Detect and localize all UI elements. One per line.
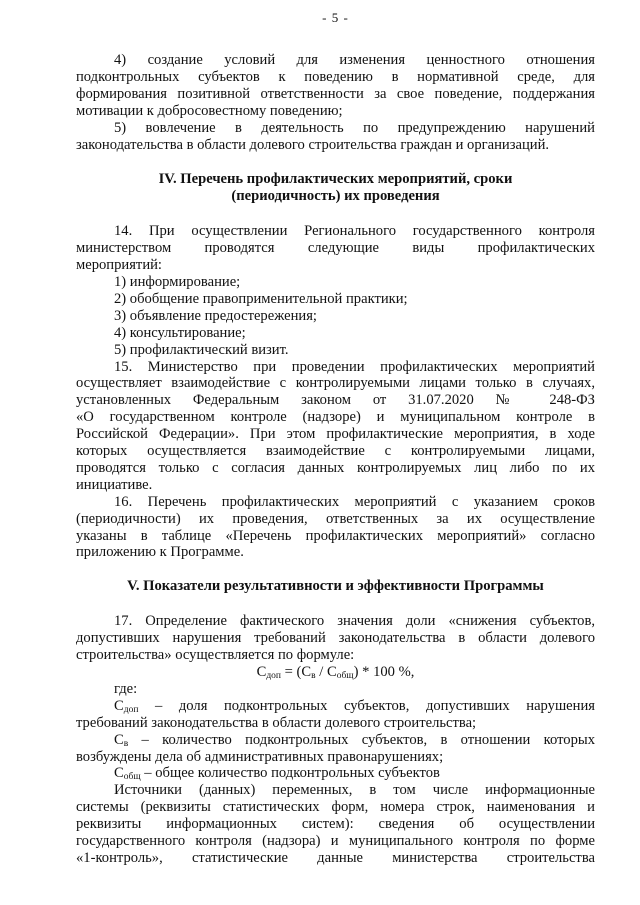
text-line: министерством проводятся следующие виды профилактических xyxy=(76,240,595,257)
text-line: указаны в таблице «Перечень профилактических мероприятий» согласно xyxy=(76,527,595,544)
section-4-heading xyxy=(76,171,595,205)
text-line: мероприятий: xyxy=(76,257,162,274)
text-line: инициативе. xyxy=(76,476,153,493)
text-line: законодательства в области долевого строительства граждан и организаций. xyxy=(76,136,550,153)
formula-text: / С xyxy=(315,664,337,680)
section-5-heading: V. Показатели результативности и эффективности Программы xyxy=(127,578,544,595)
text-line xyxy=(76,765,595,782)
text-line: проводятся только с согласия данных контролируемых лиц либо по их xyxy=(76,459,595,476)
list-item: 4) консультирование; xyxy=(114,324,246,341)
text-line: Источники (данных) переменных, в том числе информационные xyxy=(114,782,595,799)
text-line: 17. Определение фактического значения доли «снижения субъектов, xyxy=(114,613,595,630)
list-item: 5) профилактический визит. xyxy=(114,341,289,358)
heading-line: (периодичность) их проведения xyxy=(231,188,440,205)
text-line: 15. Министерство при проведении профилактических мероприятий xyxy=(114,358,595,375)
text-line xyxy=(76,732,595,749)
formula-text: = (С xyxy=(280,664,312,680)
definition-text: – доля подконтрольных субъектов, допустивших нарушения xyxy=(138,697,595,714)
paragraph-item-5 xyxy=(76,120,595,154)
text-line: установленных Федеральным законом от 31.07.2020 № 248-ФЗ xyxy=(76,392,595,409)
paragraph-sources xyxy=(76,782,595,867)
text-line xyxy=(76,698,595,715)
document-page xyxy=(76,10,595,867)
text-line: 16. Перечень профилактических мероприятий с указанием сроков xyxy=(114,493,595,510)
text-line: 14. При осуществлении Регионального государственного контроля xyxy=(114,223,595,240)
formula-subscript: в xyxy=(311,671,316,681)
text-line: государственного контроля (надзора) и муниципального контроля по форме xyxy=(76,833,595,850)
paragraph-15 xyxy=(76,359,595,494)
text-line: формирования позитивной ответственности за свое поведение, поддержания xyxy=(76,85,595,102)
definition-obsh xyxy=(76,765,595,782)
paragraph-16 xyxy=(76,494,595,562)
text-line: «1-контроль», статистические данные министерства строительства xyxy=(76,849,595,866)
text-line: возбуждены дела об административных правонарушениях; xyxy=(76,748,444,765)
text-line: требований законодательства в области долевого строительства; xyxy=(76,714,477,731)
formula xyxy=(76,664,595,681)
formula-subscript: в xyxy=(123,738,129,749)
heading-line: IV. Перечень профилактических мероприятий, сроки xyxy=(158,171,513,188)
list-item: 3) объявление предостережения; xyxy=(114,307,317,324)
text-line: приложению к Программе. xyxy=(76,544,244,561)
text-line: подконтрольных субъектов к поведению в нормативной среде, для xyxy=(76,68,595,85)
list-item: 2) обобщение правоприменительной практики; xyxy=(114,290,408,307)
text-line: осуществляет взаимодействие с контролируемыми лицами только в случаях, xyxy=(76,375,595,392)
text-line: «О государственном контроле (надзоре) и муниципальном контроле в xyxy=(76,409,595,426)
text-line: допустивших нарушения требований законодательства в области долевого xyxy=(76,630,595,647)
formula-subscript: общ xyxy=(336,671,354,681)
text-line: строительства» осуществляется по формуле: xyxy=(76,647,355,664)
formula-text: ) * 100 %, xyxy=(353,664,415,680)
text-line: 5) вовлечение в деятельность по предупреждению нарушений xyxy=(114,119,595,136)
measures-list xyxy=(76,274,595,359)
definition-v xyxy=(76,732,595,766)
paragraph-17 xyxy=(76,613,595,664)
paragraph-item-4 xyxy=(76,52,595,120)
formula-symbol: С xyxy=(114,697,124,714)
definition-dop xyxy=(76,698,595,732)
text-line: 4) создание условий для изменения ценностного отношения xyxy=(114,52,595,68)
formula-symbol: С xyxy=(114,731,124,748)
text-line: мотивации к добросовестному поведению; xyxy=(76,102,343,119)
where-label: где: xyxy=(114,680,138,697)
list-item: 1) информирование; xyxy=(114,273,241,290)
page-number: - 5 - xyxy=(322,10,349,25)
formula-symbol: С xyxy=(114,765,124,782)
text-line: системы (реквизиты статистических форм, номера строк, наименования и xyxy=(76,799,595,816)
formula-subscript: доп xyxy=(266,671,281,681)
formula-symbol: С xyxy=(256,664,267,680)
text-line: (периодичности) их проведения, ответственных за их осуществление xyxy=(76,510,595,527)
text-line: Российской Федерации». При этом профилактические мероприятия, в ходе xyxy=(76,426,595,443)
paragraph-14 xyxy=(76,223,595,274)
definition-text: – общее количество подконтрольных субъектов xyxy=(140,765,440,782)
text-line: которых осуществляется взаимодействие с контролируемыми лицами, xyxy=(76,443,595,460)
definition-text: – количество подконтрольных субъектов, в отношении которых xyxy=(128,731,595,748)
text-line: реквизиты информационных систем): сведения об осуществлении xyxy=(76,816,595,833)
formula-subscript: доп xyxy=(123,704,139,715)
formula-subscript: общ xyxy=(123,772,141,783)
